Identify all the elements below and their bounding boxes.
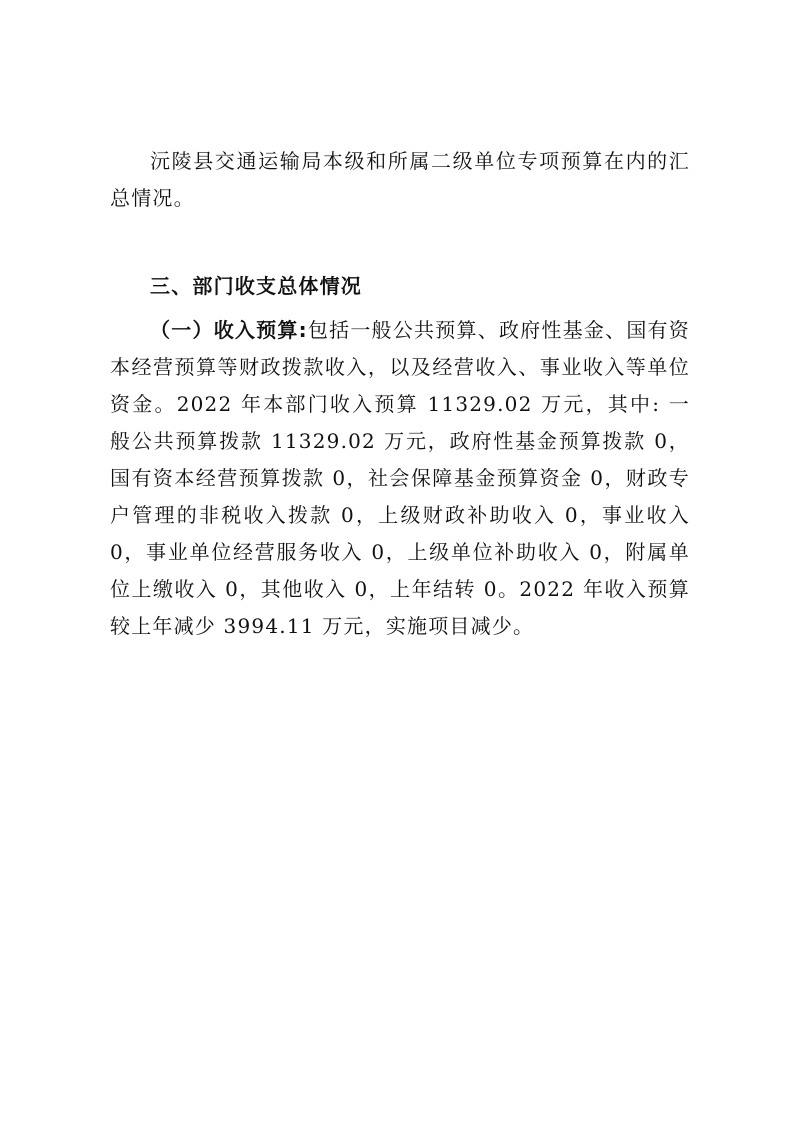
paragraph-summary-scope: 沅陵县交通运输局本级和所属二级单位专项预算在内的汇总情况。	[110, 149, 690, 210]
revenue-budget-subheading: （一）收入预算:	[150, 318, 308, 342]
section-heading-revenue-expenditure: 三、部门收支总体情况	[150, 274, 362, 298]
revenue-budget-body: 包括一般公共预算、政府性基金、国有资本经营预算等财政拨款收入，以及经营收入、事业收入等单位资金。2022 年本部门收入预算 11329.02 万元，其中: 一般公共预算拨款 11329.02 万元，政府性基金预算拨款 0，国有资本经营预算拨款 0，社会保障基金预算资金 0，财政专户管理的非税收入拨款 0，上级财政补助收入 0，事业收入 0，事业单位经营服务收入 0，上级单位补助收入 0，附属单位上缴收入 0，其他收入 0，上年结转 0。2022 年收入预算较上年减少 3994.11 万元，实施项目减少。	[110, 318, 690, 638]
paragraph-revenue-budget	[110, 312, 690, 645]
